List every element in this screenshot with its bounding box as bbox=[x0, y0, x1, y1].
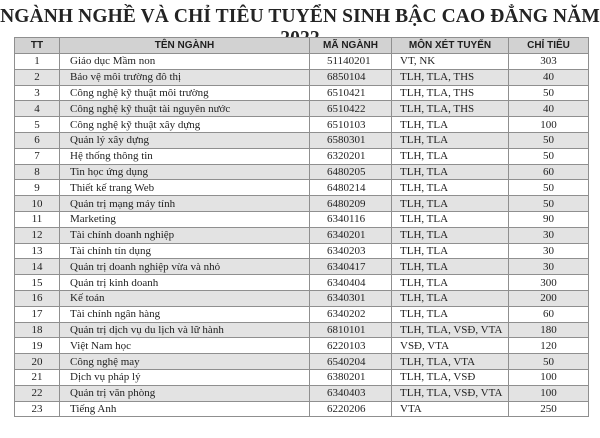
cell-tt: 18 bbox=[15, 322, 60, 338]
table-row bbox=[15, 101, 589, 117]
cell-tt: 4 bbox=[15, 101, 60, 117]
cell-subjects: TLH, TLA, VTA bbox=[392, 354, 509, 370]
cell-major-name: Giáo dục Mầm non bbox=[60, 54, 310, 70]
cell-subjects: TLH, TLA bbox=[392, 259, 509, 275]
header-subjects: MÔN XÉT TUYỂN bbox=[392, 38, 509, 54]
cell-subjects: TLH, TLA, THS bbox=[392, 101, 509, 117]
cell-quota: 30 bbox=[509, 227, 589, 243]
table-body bbox=[15, 54, 589, 417]
cell-major-code: 6340203 bbox=[310, 243, 392, 259]
cell-subjects: TLH, TLA bbox=[392, 306, 509, 322]
header-tt: TT bbox=[15, 38, 60, 54]
table-row bbox=[15, 132, 589, 148]
header-major-code: MÃ NGÀNH bbox=[310, 38, 392, 54]
cell-major-name: Việt Nam học bbox=[60, 338, 310, 354]
cell-major-name: Công nghệ may bbox=[60, 354, 310, 370]
cell-subjects: VSĐ, VTA bbox=[392, 338, 509, 354]
cell-quota: 30 bbox=[509, 259, 589, 275]
cell-tt: 23 bbox=[15, 401, 60, 417]
table-row bbox=[15, 196, 589, 212]
table-row bbox=[15, 306, 589, 322]
cell-tt: 5 bbox=[15, 117, 60, 133]
cell-major-name: Tin học ứng dụng bbox=[60, 164, 310, 180]
cell-quota: 90 bbox=[509, 211, 589, 227]
table-row bbox=[15, 117, 589, 133]
table-row bbox=[15, 243, 589, 259]
page-title: NGÀNH NGHỀ VÀ CHỈ TIÊU TUYỂN SINH BẬC CAO ĐẲNG NĂM bbox=[0, 6, 600, 27]
cell-major-code: 6320201 bbox=[310, 148, 392, 164]
table-row bbox=[15, 354, 589, 370]
cell-subjects: VT, NK bbox=[392, 54, 509, 70]
cell-subjects: TLH, TLA, VSĐ, VTA bbox=[392, 385, 509, 401]
cell-subjects: TLH, TLA, VSĐ, VTA bbox=[392, 322, 509, 338]
cell-tt: 6 bbox=[15, 132, 60, 148]
cell-quota: 50 bbox=[509, 132, 589, 148]
cell-subjects: TLH, TLA bbox=[392, 132, 509, 148]
cell-major-code: 6510422 bbox=[310, 101, 392, 117]
table-row bbox=[15, 401, 589, 417]
cell-subjects: TLH, TLA bbox=[392, 117, 509, 133]
cell-major-code: 6340417 bbox=[310, 259, 392, 275]
cell-major-name: Tài chính tín dụng bbox=[60, 243, 310, 259]
cell-quota: 180 bbox=[509, 322, 589, 338]
cell-subjects: TLH, TLA bbox=[392, 180, 509, 196]
cell-quota: 300 bbox=[509, 275, 589, 291]
cell-major-code: 6340301 bbox=[310, 290, 392, 306]
cell-quota: 50 bbox=[509, 148, 589, 164]
cell-quota: 60 bbox=[509, 164, 589, 180]
cell-major-code: 6850104 bbox=[310, 69, 392, 85]
header-major-name: TÊN NGÀNH bbox=[60, 38, 310, 54]
table-row bbox=[15, 164, 589, 180]
cell-major-name: Bảo vệ môi trường đô thị bbox=[60, 69, 310, 85]
table-row bbox=[15, 180, 589, 196]
cell-subjects: TLH, TLA bbox=[392, 275, 509, 291]
cell-major-name: Tiếng Anh bbox=[60, 401, 310, 417]
cell-quota: 60 bbox=[509, 306, 589, 322]
cell-tt: 7 bbox=[15, 148, 60, 164]
cell-tt: 16 bbox=[15, 290, 60, 306]
cell-tt: 19 bbox=[15, 338, 60, 354]
cell-subjects: TLH, TLA bbox=[392, 227, 509, 243]
cell-major-code: 6580301 bbox=[310, 132, 392, 148]
cell-major-name: Quản trị kinh doanh bbox=[60, 275, 310, 291]
table-row bbox=[15, 259, 589, 275]
cell-major-name: Quản lý xây dựng bbox=[60, 132, 310, 148]
cell-major-code: 6340404 bbox=[310, 275, 392, 291]
cell-major-name: Hệ thống thông tin bbox=[60, 148, 310, 164]
cell-major-code: 51140201 bbox=[310, 54, 392, 70]
table-row bbox=[15, 54, 589, 70]
cell-major-code: 6510421 bbox=[310, 85, 392, 101]
cell-major-name: Quản trị doanh nghiệp vừa và nhỏ bbox=[60, 259, 310, 275]
cell-quota: 100 bbox=[509, 117, 589, 133]
table-row bbox=[15, 322, 589, 338]
table-row bbox=[15, 385, 589, 401]
cell-major-code: 6380201 bbox=[310, 369, 392, 385]
cell-tt: 20 bbox=[15, 354, 60, 370]
admission-table bbox=[14, 37, 589, 417]
table-row bbox=[15, 211, 589, 227]
cell-major-name: Quản trị mạng máy tính bbox=[60, 196, 310, 212]
cell-major-code: 6810101 bbox=[310, 322, 392, 338]
table-row bbox=[15, 148, 589, 164]
cell-subjects: TLH, TLA bbox=[392, 148, 509, 164]
cell-major-code: 6220206 bbox=[310, 401, 392, 417]
cell-major-code: 6540204 bbox=[310, 354, 392, 370]
cell-subjects: VTA bbox=[392, 401, 509, 417]
cell-quota: 100 bbox=[509, 385, 589, 401]
cell-major-name: Tài chính ngân hàng bbox=[60, 306, 310, 322]
table-row bbox=[15, 369, 589, 385]
cell-subjects: TLH, TLA, THS bbox=[392, 85, 509, 101]
cell-quota: 200 bbox=[509, 290, 589, 306]
cell-major-name: Quản trị văn phòng bbox=[60, 385, 310, 401]
cell-quota: 40 bbox=[509, 101, 589, 117]
cell-major-name: Thiết kế trang Web bbox=[60, 180, 310, 196]
cell-major-name: Kế toán bbox=[60, 290, 310, 306]
cell-quota: 50 bbox=[509, 85, 589, 101]
table-row bbox=[15, 227, 589, 243]
cell-quota: 30 bbox=[509, 243, 589, 259]
cell-tt: 2 bbox=[15, 69, 60, 85]
cell-tt: 9 bbox=[15, 180, 60, 196]
cell-quota: 40 bbox=[509, 69, 589, 85]
cell-tt: 12 bbox=[15, 227, 60, 243]
cell-subjects: TLH, TLA, THS bbox=[392, 69, 509, 85]
cell-tt: 1 bbox=[15, 54, 60, 70]
cell-quota: 250 bbox=[509, 401, 589, 417]
cell-subjects: TLH, TLA bbox=[392, 243, 509, 259]
table-row bbox=[15, 275, 589, 291]
cell-major-name: Dịch vụ pháp lý bbox=[60, 369, 310, 385]
cell-major-code: 6480205 bbox=[310, 164, 392, 180]
cell-tt: 17 bbox=[15, 306, 60, 322]
cell-quota: 100 bbox=[509, 369, 589, 385]
cell-tt: 21 bbox=[15, 369, 60, 385]
table-row bbox=[15, 338, 589, 354]
cell-subjects: TLH, TLA, VSĐ bbox=[392, 369, 509, 385]
cell-major-code: 6510103 bbox=[310, 117, 392, 133]
cell-major-code: 6340202 bbox=[310, 306, 392, 322]
cell-quota: 50 bbox=[509, 180, 589, 196]
cell-major-code: 6480209 bbox=[310, 196, 392, 212]
table-row bbox=[15, 69, 589, 85]
cell-tt: 14 bbox=[15, 259, 60, 275]
cell-subjects: TLH, TLA bbox=[392, 290, 509, 306]
cell-tt: 10 bbox=[15, 196, 60, 212]
cell-tt: 13 bbox=[15, 243, 60, 259]
cell-tt: 3 bbox=[15, 85, 60, 101]
cell-quota: 50 bbox=[509, 196, 589, 212]
cell-subjects: TLH, TLA bbox=[392, 164, 509, 180]
cell-major-name: Công nghệ kỹ thuật môi trường bbox=[60, 85, 310, 101]
cell-major-code: 6340116 bbox=[310, 211, 392, 227]
cell-quota: 303 bbox=[509, 54, 589, 70]
table-row bbox=[15, 85, 589, 101]
cell-major-code: 6340201 bbox=[310, 227, 392, 243]
cell-tt: 11 bbox=[15, 211, 60, 227]
table-header-row bbox=[15, 38, 589, 54]
cell-tt: 8 bbox=[15, 164, 60, 180]
cell-quota: 120 bbox=[509, 338, 589, 354]
cell-subjects: TLH, TLA bbox=[392, 196, 509, 212]
cell-major-code: 6340403 bbox=[310, 385, 392, 401]
cell-major-name: Công nghệ kỹ thuật tài nguyên nước bbox=[60, 101, 310, 117]
cell-tt: 15 bbox=[15, 275, 60, 291]
cell-major-name: Công nghệ kỹ thuật xây dựng bbox=[60, 117, 310, 133]
table-row bbox=[15, 290, 589, 306]
cell-major-name: Tài chính doanh nghiệp bbox=[60, 227, 310, 243]
cell-major-code: 6480214 bbox=[310, 180, 392, 196]
cell-major-code: 6220103 bbox=[310, 338, 392, 354]
cell-subjects: TLH, TLA bbox=[392, 211, 509, 227]
cell-major-name: Quản trị dịch vụ du lịch và lữ hành bbox=[60, 322, 310, 338]
cell-tt: 22 bbox=[15, 385, 60, 401]
header-quota: CHỈ TIÊU bbox=[509, 38, 589, 54]
cell-quota: 50 bbox=[509, 354, 589, 370]
cell-major-name: Marketing bbox=[60, 211, 310, 227]
